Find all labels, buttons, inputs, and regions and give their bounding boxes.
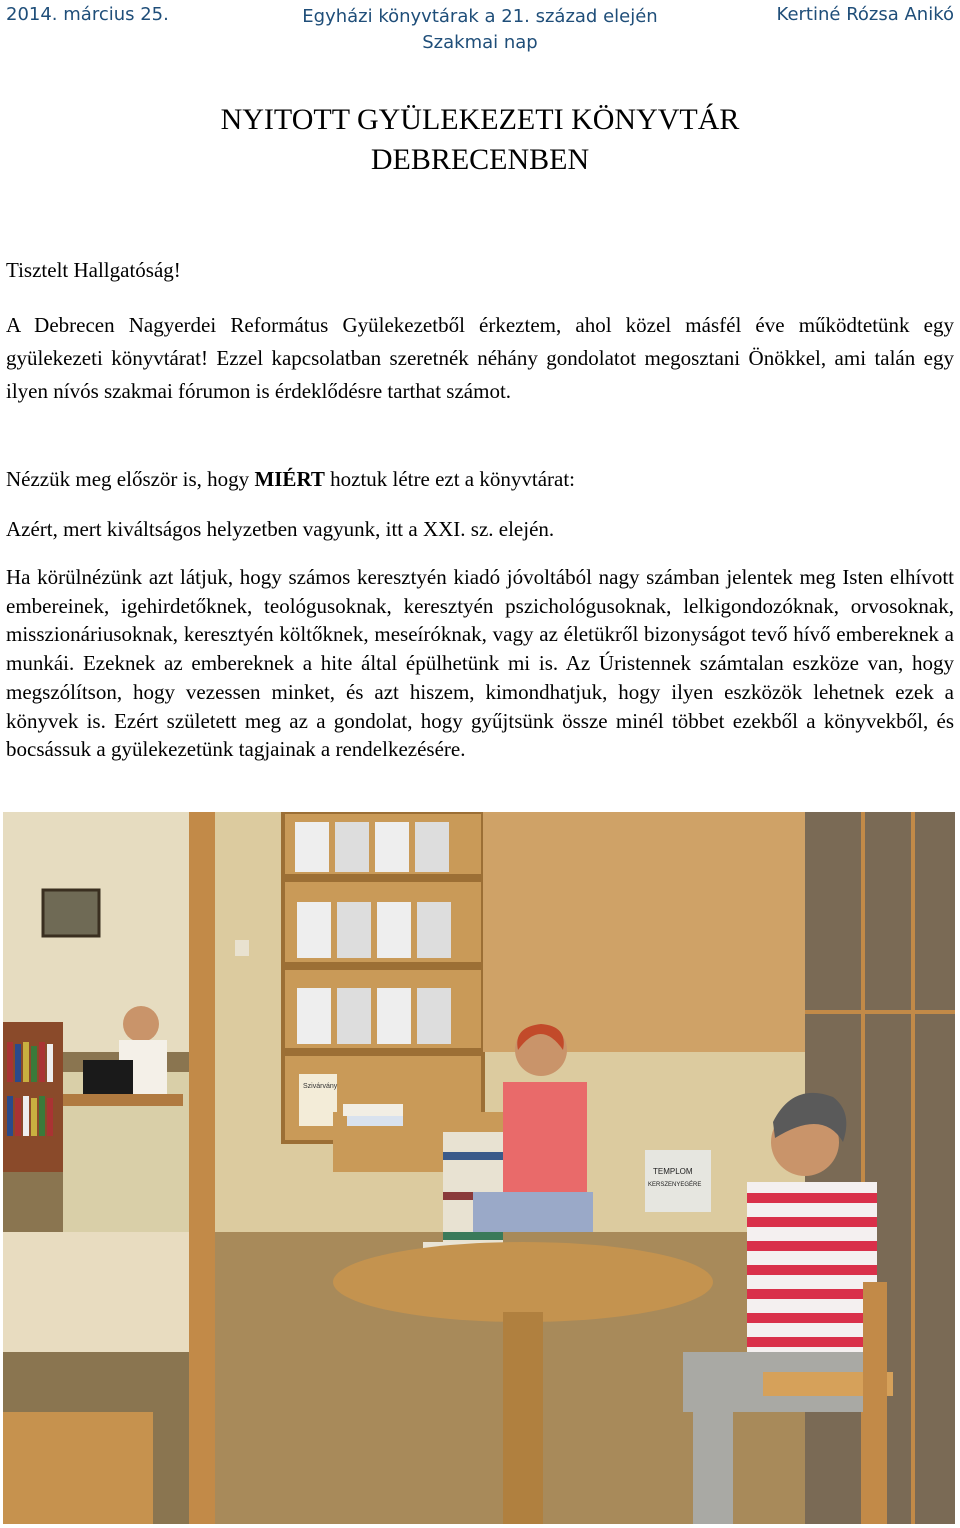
back-desk	[63, 1094, 183, 1106]
back-room-wall	[3, 812, 213, 1052]
person-middle-legs	[473, 1192, 593, 1232]
paragraph-intro: A Debrecen Nagyerdei Református Gyülekezetből érkeztem, ahol közel másfél éve működtetünk egy gyülekezeti könyvtárat! Ezzel kapcsolatban szeretnék néhány gondolatot megosztani Önökkel, ami talán egy ilyen nívós szakmai fórumon is érdeklődésre tarthat számot.	[6, 313, 954, 403]
door-frame	[189, 812, 215, 1524]
title-line-1: NYITOTT GYÜLEKEZETI KÖNYVTÁR	[220, 103, 740, 136]
header-date: 2014. március 25.	[6, 4, 169, 25]
round-table	[333, 1242, 713, 1322]
paragraph-why-bold: MIÉRT	[254, 467, 325, 491]
donation-box	[645, 1150, 711, 1212]
library-photo-illustration	[3, 812, 955, 1524]
table-leg	[503, 1312, 543, 1524]
box-sign-line-1: TEMPLOM	[653, 1167, 693, 1176]
document-title	[0, 100, 960, 180]
person-middle-shirt	[503, 1082, 587, 1192]
paragraph-because: Azért, mert kiváltságos helyzetben vagyunk, itt a XXI. sz. elején.	[6, 517, 555, 541]
wall-picture	[43, 890, 99, 936]
paragraph-why	[6, 463, 954, 495]
foreground-chair	[3, 1412, 153, 1524]
shirt-stripes	[747, 1198, 877, 1342]
greeting: Tisztelt Hallgatóság!	[6, 258, 181, 282]
paragraph-why-after: hoztuk létre ezt a könyvtárat:	[324, 467, 576, 491]
box-sign-line-2: KERSZENYEGÉRE	[648, 1182, 702, 1188]
laptop	[83, 1060, 133, 1094]
page-header	[0, 0, 960, 60]
title-line-2: DEBRECENBEN	[370, 143, 590, 176]
paragraph-main: Ha körülnézünk azt látjuk, hogy számos keresztyén kiadó jóvoltából nagy számban jelentek meg Isten elhívott embereinek, igehirdetőknek, teológusoknak, keresztyén pszichológusoknak, lelkigondozóknak, orvosoknak, misszionáriusoknak, keresztyén költőknek, meseíróknak, vagy az életükről bizonyságot tevő hívő embereknek a munkái. Ezeknek az embereknek a hite által épülhetünk mi is. Az Úristennek számtalan eszköze van, hogy megszólítson, hogy vezessen minket, és azt hiszem, kimondhatjuk, hogy ilyen eszközök lehetnek ezek a könyvek is. Ezért született meg az a gondolat, hogy gyűjtsünk össze minél többet ezekből a könyvekből, és bocsássuk a gyülekezetünk tagjainak a rendelkezésére.	[6, 565, 954, 762]
poster-title: Szivárvány	[303, 1083, 338, 1090]
wall-switch	[235, 940, 249, 956]
front-chair-back	[863, 1282, 887, 1524]
paragraph-why-before: Nézzük meg először is, hogy	[6, 467, 255, 491]
header-event-title: Egyházi könyvtárak a 21. század elején	[302, 6, 658, 27]
back-room-rug	[3, 1232, 213, 1352]
person-front-leg	[693, 1412, 733, 1524]
header-author: Kertiné Rózsa Anikó	[776, 4, 954, 25]
header-event-subtitle: Szakmai nap	[422, 32, 538, 53]
library-photo	[3, 812, 955, 1524]
person-back	[123, 1006, 159, 1042]
poster	[299, 1074, 337, 1126]
wall-cabinet	[483, 812, 813, 1052]
